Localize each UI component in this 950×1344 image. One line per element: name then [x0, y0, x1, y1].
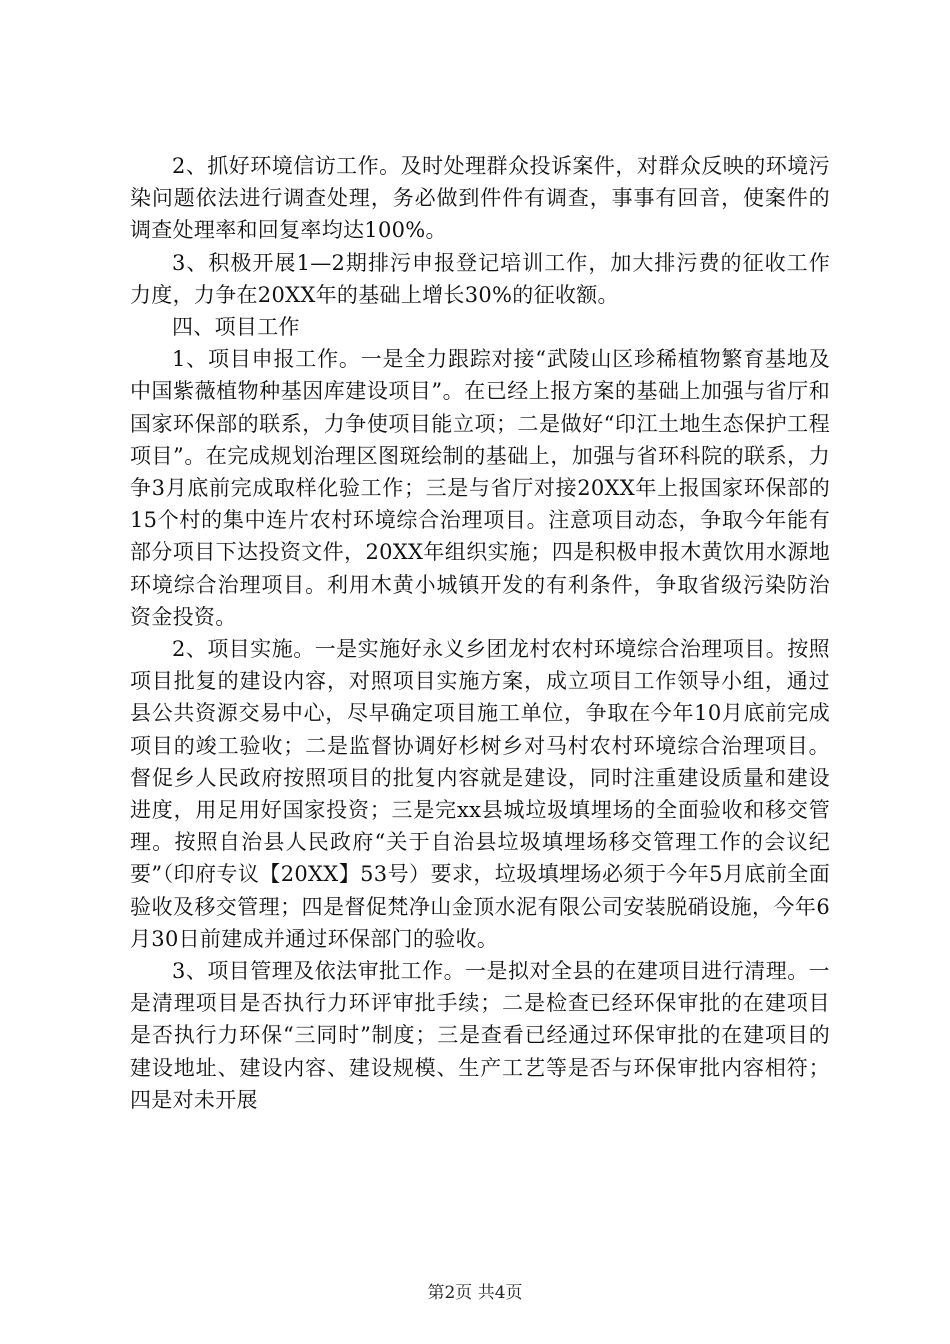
paragraph-pollution-declaration: 3、积极开展1—2期排污申报登记培训工作，加大排污费的征收工作力度，力争在20XX年的基础上增长30%的征收额。	[130, 250, 830, 307]
section-heading-project-work: 四、项目工作	[172, 315, 300, 340]
paragraph-petition-work: 2、抓好环境信访工作。及时处理群众投诉案件，对群众反映的环境污染问题依法进行调查处理，务必做到件件有调查，事事有回音，使案件的调查处理率和回复率均达100%。	[130, 154, 830, 243]
paragraph-project-implementation: 2、项目实施。一是实施好永义乡团龙村农村环境综合治理项目。按照项目批复的建设内容，对照项目实施方案，成立项目工作领导小组，通过县公共资源交易中心，尽早确定项目施工单位，争取在今年10月底前完成项目的竣工验收；二是监督协调好杉树乡对马村农村环境综合治理项目。督促乡人民政府按照项目的批复内容就是建设，同时注重建设质量和建设进度，用足用好国家投资；三是完xx县城垃圾填埋场的全面验收和移交管理。按照自治县人民政府“关于自治县垃圾填埋场移交管理工作的会议纪要”（印府专议【20XX】53号）要求，垃圾填埋场必须于今年5月底前全面验收及移交管理；四是督促梵净山金顶水泥有限公司安装脱硝设施，今年6月30日前建成并通过环保部门的验收。	[130, 637, 830, 951]
paragraph-project-management: 3、项目管理及依法审批工作。一是拟对全县的在建项目进行清理。一是清理项目是否执行力环评审批手续；二是检查已经环保审批的在建项目是否执行力环保“三同时”制度；三是查看已经通过环保审批的在建项目的建设地址、建设内容、建设规模、生产工艺等是否与环保审批内容相符；四是对未开展	[130, 959, 830, 1112]
page-number-footer: 第2页 共4页	[427, 1283, 523, 1303]
document-body	[130, 150, 830, 1116]
paragraph-project-application: 1、项目申报工作。一是全力跟踪对接“武陵山区珍稀植物繁育基地及中国紫薇植物种基因库建设项目”。在已经上报方案的基础上加强与省厅和国家环保部的联系，力争使项目能立项；二是做好“印江土地生态保护工程项目”。在完成规划治理区图斑绘制的基础上，加强与省环科院的联系，力争3月底前完成取样化验工作；三是与省厅对接20XX年上报国家环保部的15个村的集中连片农村环境综合治理项目。注意项目动态，争取今年能有部分项目下达投资文件，20XX年组织实施；四是积极申报木黄饮用水源地环境综合治理项目。利用木黄小城镇开发的有利条件，争取省级污染防治资金投资。	[130, 347, 830, 629]
